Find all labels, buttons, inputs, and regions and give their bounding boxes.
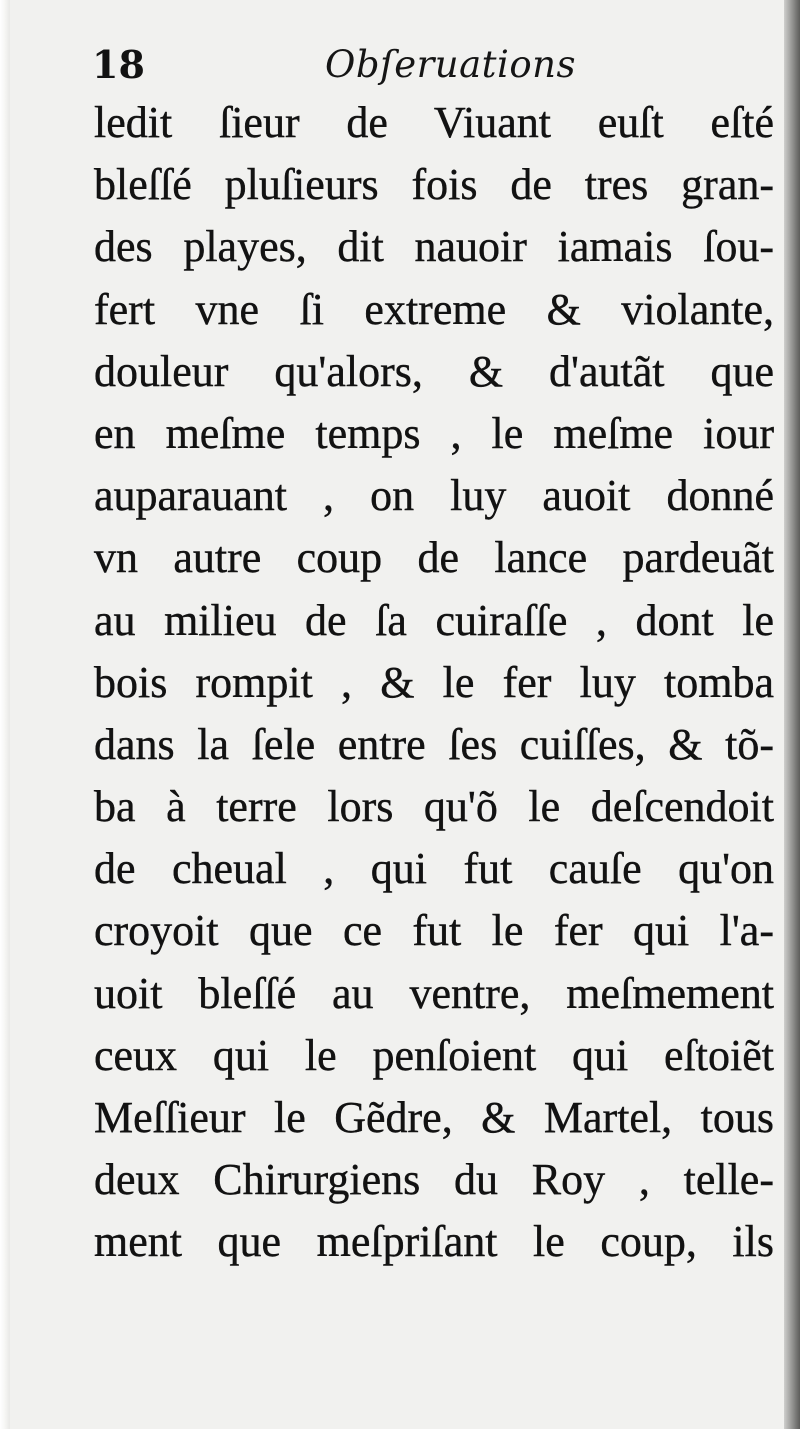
text-line: vn autre coup de lance pardeuãt [94,533,774,583]
body-text [94,92,774,1274]
text-line: Meſſieur le Gẽdre, & Martel, tous [94,1093,774,1142]
page-header [92,42,762,92]
text-line: ment que meſpriſant le coup, ils [94,1217,774,1267]
text-line: auparauant , on luy auoit donné [94,471,774,521]
text-line: ledit ſieur de Viuant euſt eſté [94,98,774,147]
text-line: fert vne ſi extreme & violante, [94,284,774,334]
text-line: de cheual , qui fut cauſe qu'on [94,844,774,894]
text-line: des playes, dit nauoir iamais ſou- [94,222,774,272]
text-line: bois rompit , & le fer luy tomba [94,657,774,707]
text-line: ba à terre lors qu'õ le deſcendoit [94,782,774,832]
page-number: 18 [92,42,145,87]
text-line: dans la ſele entre ſes cuiſſes, & tõ- [94,719,774,769]
text-line: en meſme temps , le meſme iour [94,408,774,458]
text-line: ceux qui le penſoient qui eſtoiẽt [94,1030,774,1080]
text-line: douleur qu'alors, & d'autãt que [94,346,774,396]
text-line: croyoit que ce fut le fer qui l'a- [94,906,774,956]
text-line: au milieu de ſa cuiraſſe , dont le [94,595,774,645]
running-title: Obſeruations [325,43,576,86]
page-left-edge [0,0,10,1429]
page-gutter-shadow [784,0,800,1429]
text-line: deux Chirurgiens du Roy , telle- [94,1155,774,1205]
text-line: uoit bleſſé au ventre, meſmement [94,968,774,1018]
text-line: bleſſé pluſieurs fois de tres gran- [94,160,774,210]
